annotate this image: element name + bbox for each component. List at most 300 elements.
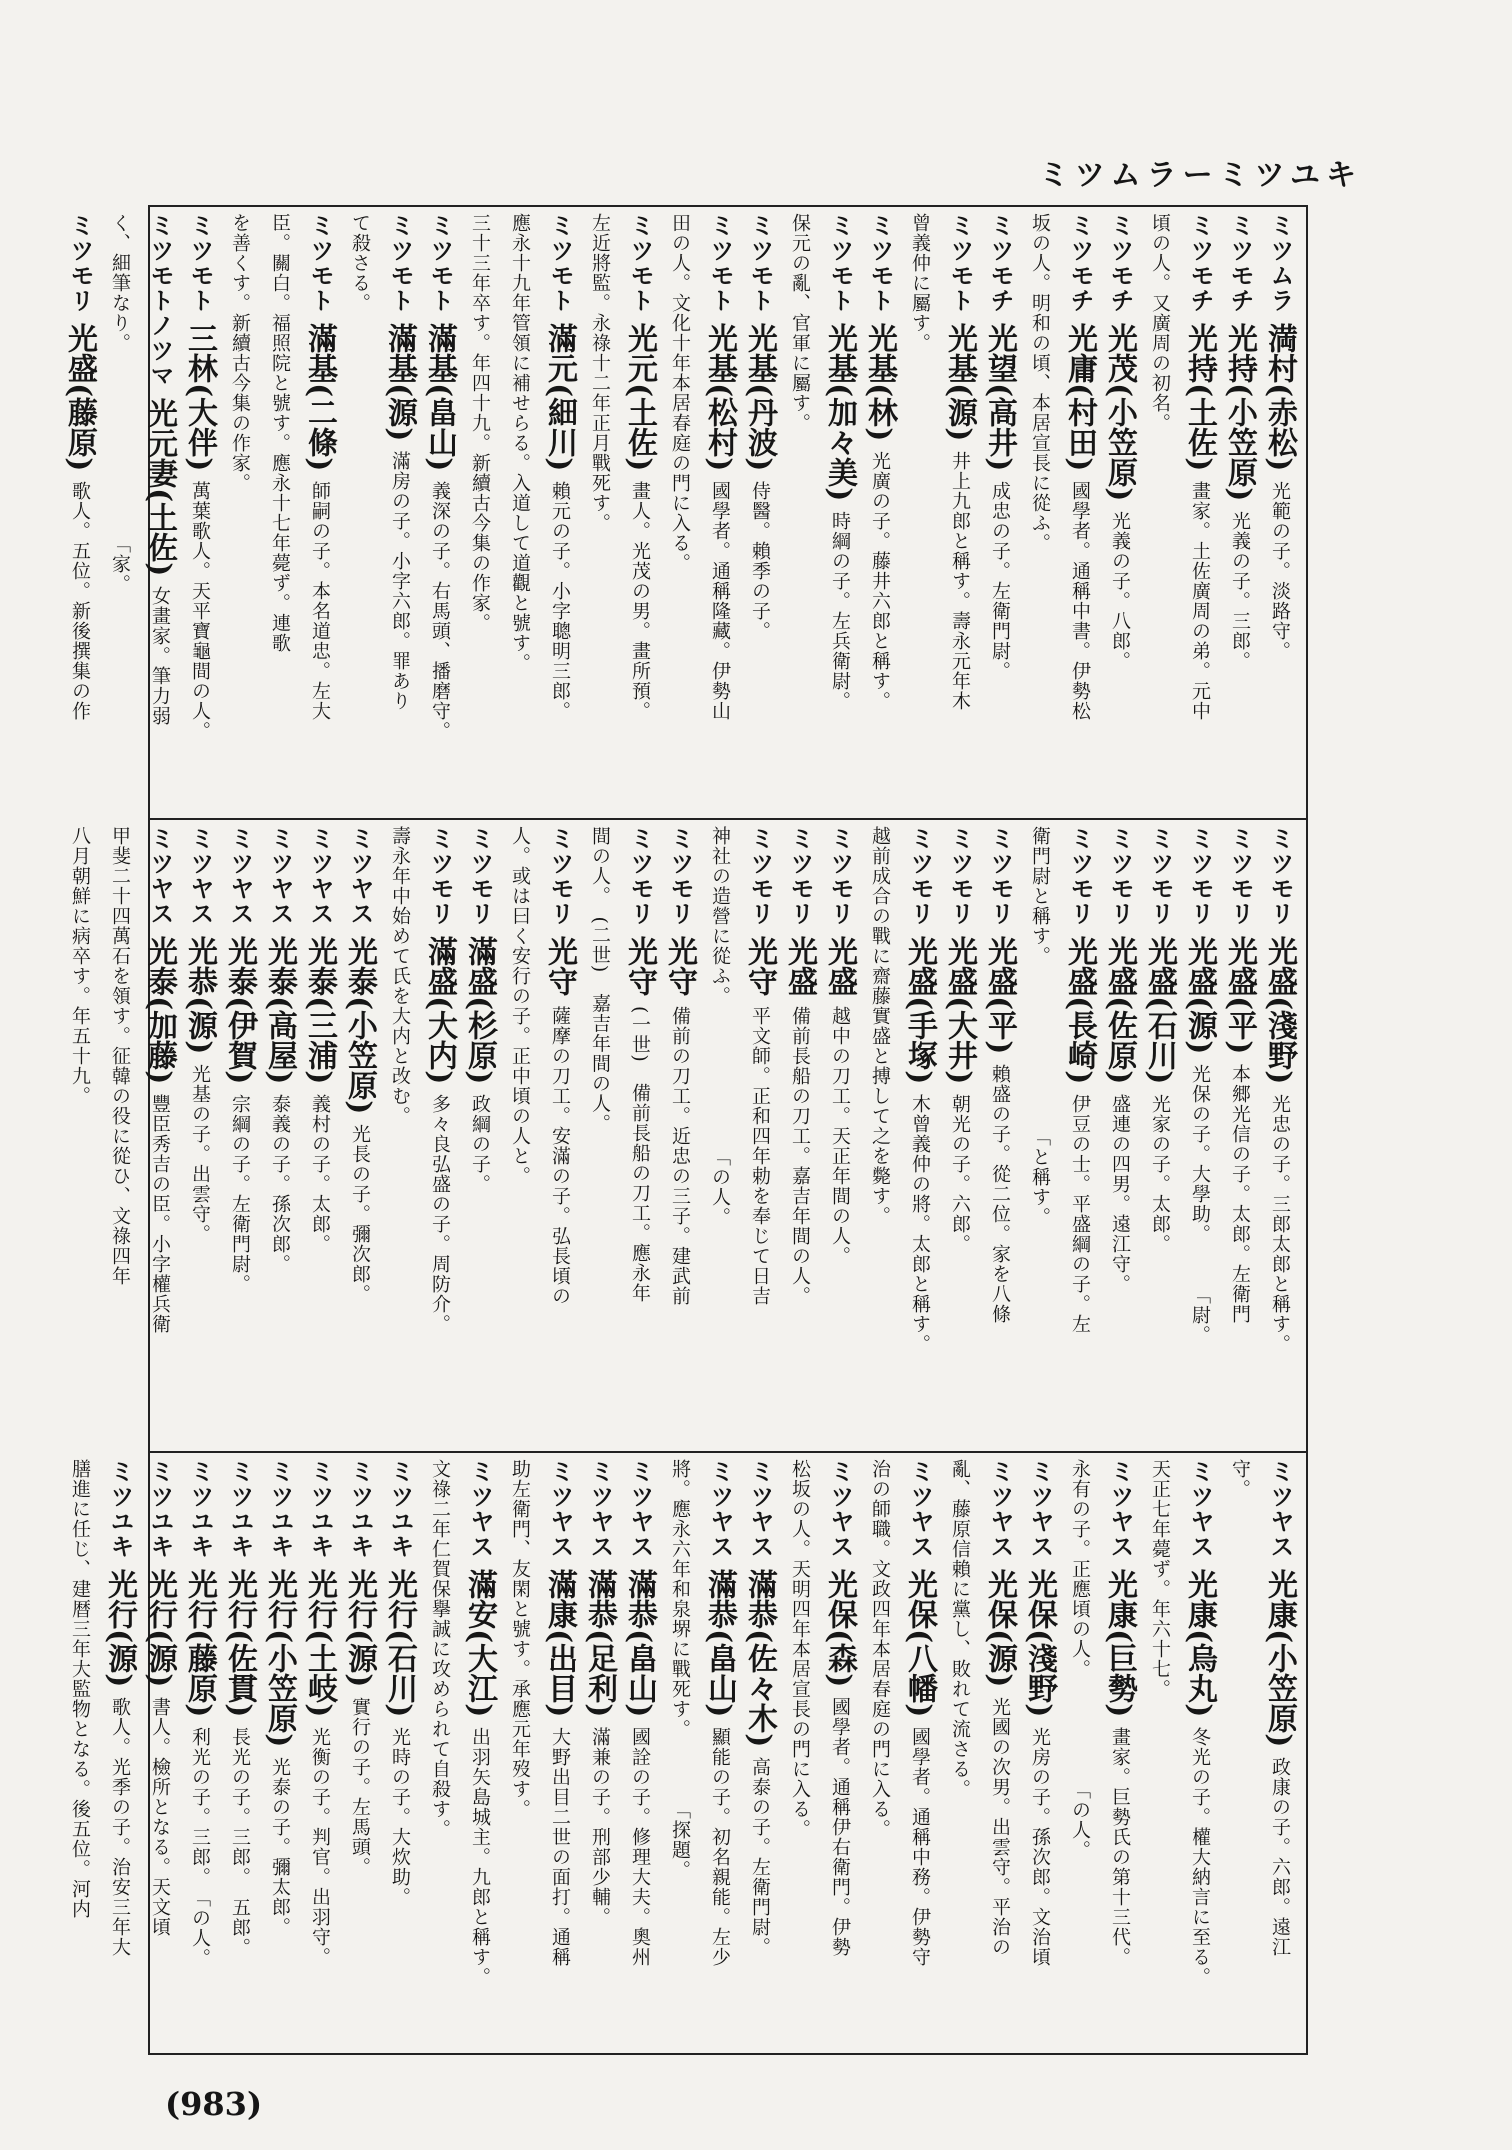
entry-headword: 光盛(石川) (1142, 936, 1177, 1085)
entry-text: 冬光の子。權大納言に至る。 (1189, 1727, 1211, 1988)
entry-headword: 光行(土岐) (302, 1569, 337, 1718)
entry-text: 宗綱の子。左衛門尉。 (229, 1094, 251, 1295)
entry-headword: 光持(小笠原) (1222, 323, 1257, 502)
dictionary-entry (1101, 1459, 1138, 2047)
entry-text: 光長の子。彌次郎。 (349, 1124, 371, 1305)
dictionary-entry (661, 826, 698, 1445)
entry-kana: ミツモリ (986, 826, 1014, 926)
entry-headword: 光元(土佐) (622, 323, 657, 472)
dictionary-entry (1141, 826, 1178, 1445)
dictionary-entry (501, 826, 538, 1445)
entry-text: 畫家。巨勢氏の第十三代。 (1109, 1727, 1131, 1968)
entry-text: 守。 (1229, 1459, 1251, 1499)
entry-headword: 光基(松村) (702, 323, 737, 472)
entry-text: 井上九郎と稱す。壽永元年木 (949, 451, 971, 712)
dictionary-entry (1261, 826, 1298, 1445)
entry-kana: ミツモチ (1106, 213, 1134, 313)
entry-kana: ミツモト (826, 213, 854, 313)
entry-headword: 光盛(佐原) (1102, 936, 1137, 1085)
entry-kana: ミツヤス (466, 1459, 494, 1559)
entry-kana: ミツヤス (906, 1459, 934, 1559)
entry-text: 萬葉歌人。天平寶龜間の人。 (189, 481, 211, 742)
dictionary-entry (1061, 1459, 1098, 2047)
entry-headword: 光基(源) (942, 323, 977, 442)
entry-headword: 光盛(長崎) (1062, 936, 1097, 1085)
entry-text: 光範の子。淡路守。 (1269, 481, 1291, 662)
dictionary-entry (1261, 213, 1298, 812)
entry-kana: ミツヤス (546, 1459, 574, 1559)
entry-text: 國學者。通稱隆藏。伊勢山 (709, 481, 731, 722)
entry-headword: 滿基(二條) (302, 323, 337, 472)
entry-text: 備前の刀工。近忠の三子。建武前 (669, 1006, 691, 1306)
entry-kana: ミツモリ (546, 826, 574, 926)
entry-headword: 光行(源) (342, 1569, 377, 1688)
dictionary-entry (701, 213, 738, 812)
entry-kana: ミツユキ (186, 1459, 214, 1559)
entry-text: 亂、藤原信賴に黨し、敗れて流さる。 (949, 1459, 971, 1799)
dictionary-entry (301, 1459, 338, 2047)
entry-kana: ミツユキ (106, 1459, 134, 1559)
entry-kana: ミツモト (386, 213, 414, 313)
entry-text: 田の人。文化十年本居春庭の門に入る。 (669, 213, 691, 573)
dictionary-entry (621, 213, 658, 812)
dictionary-entry (221, 213, 258, 812)
dictionary-entry (61, 213, 98, 812)
entry-headword: 光行(源) (102, 1569, 137, 1688)
entry-kana: ミツモト (946, 213, 974, 313)
entry-text: 八月朝鮮に病卒す。年五十九。 (69, 826, 91, 1106)
dictionary-entry (781, 826, 818, 1445)
entry-text: 歌人。五位。新後撰集の作 (69, 481, 91, 722)
entry-text: 木曾義仲の將。太郎と稱す。 (909, 1094, 931, 1355)
dictionary-entry (661, 1459, 698, 2047)
entry-text: 助左衛門、友閑と號す。承應元年歿す。 (509, 1459, 531, 1819)
dictionary-entry (1221, 1459, 1258, 2047)
entry-headword: 光元妻(土佐) (142, 398, 177, 577)
entry-text: 光義の子。三郎。 (1229, 511, 1251, 672)
entry-kana: ミツモチ (986, 213, 1014, 313)
entry-kana: ミツヤス (626, 1459, 654, 1559)
entry-text: 光家の子。太郎。 (1149, 1094, 1171, 1255)
entry-headword: 光盛(手塚) (902, 936, 937, 1085)
dictionary-entry (341, 213, 378, 812)
entry-headword: 三林(大伴) (182, 323, 217, 472)
entry-text: 備前長船の刀工。嘉吉年間の人。 (789, 1006, 811, 1306)
entry-text: 光義の子。八郎。 (1109, 511, 1131, 672)
entry-headword: 光行(源) (142, 1569, 177, 1688)
entry-text: 多々良弘盛の子。周防介。 (429, 1094, 451, 1335)
entry-kana: ミツムラ (1266, 213, 1294, 313)
entry-headword: 滿盛(大内) (422, 936, 457, 1085)
entry-headword: 光盛(大井) (942, 936, 977, 1085)
entry-kana: ミツモト (746, 213, 774, 313)
entry-headword: 光康(巨勢) (1102, 1569, 1137, 1718)
dictionary-entry (581, 1459, 618, 2047)
dictionary-entry (261, 1459, 298, 2047)
entry-text: 畫家。土佐廣周の弟。元中 (1189, 481, 1211, 722)
entry-kana: ミツモリ (626, 826, 654, 926)
dictionary-entry (1021, 1459, 1058, 2047)
dictionary-entry (741, 213, 778, 812)
dictionary-entry (981, 1459, 1018, 2047)
entry-text: 左近將監。永祿十二年正月戰死す。 (589, 213, 611, 533)
dictionary-entry (821, 826, 858, 1445)
section-middle (69, 820, 1306, 1451)
entry-kana: ミツモリ (746, 826, 774, 926)
entry-headword: 満村(赤松) (1262, 323, 1297, 472)
entry-text: 泰義の子。孫次郎。 (269, 1094, 291, 1275)
entry-headword: 光茂(小笠原) (1102, 323, 1137, 502)
dictionary-entry (541, 213, 578, 812)
entry-text: 越前成合の戰に齋藤實盛と搏して之を斃す。 (869, 826, 891, 1226)
entry-text: 大野出目二世の面打。通稱 (549, 1727, 571, 1968)
entry-text: 甲斐二十四萬石を領す。征韓の役に從ひ、文祿四年 (109, 826, 131, 1286)
dictionary-entry (941, 1459, 978, 2047)
dictionary-entry (381, 826, 418, 1445)
dictionary-entry (861, 1459, 898, 2047)
dictionary-entry (181, 1459, 218, 2047)
entry-headword: 光基(林) (862, 323, 897, 442)
entry-text: 越中の刀工。天正年間の人。 (829, 1006, 851, 1266)
entry-kana: ミツモリ (1226, 826, 1254, 926)
entry-text: 歌人。光季の子。治安三年大 (109, 1697, 131, 1958)
entry-text: 朝光の子。六郎。 (949, 1094, 971, 1255)
entry-kana: ミツモリ (1066, 826, 1094, 926)
dictionary-entry (341, 1459, 378, 2047)
dictionary-entry (941, 213, 978, 812)
dictionary-entry (101, 826, 138, 1445)
dictionary-entry (741, 1459, 778, 2047)
entry-headword: 光行(藤原) (182, 1569, 217, 1718)
dictionary-entry (61, 1459, 98, 2047)
entry-kana: ミツモチ (1226, 213, 1254, 313)
dictionary-entry (301, 826, 338, 1445)
entry-headword: 光康(烏丸) (1182, 1569, 1217, 1718)
entry-text: 曾義仲に屬す。 (909, 213, 931, 353)
entry-text: 政綱の子。 (469, 1094, 491, 1195)
dictionary-entry (461, 826, 498, 1445)
entry-kana: ミツモリ (906, 826, 934, 926)
dictionary-entry (141, 826, 178, 1445)
entry-text: 間の人。 (二世) 嘉吉年間の人。 (589, 826, 611, 1134)
entry-kana: ミツモリ (1266, 826, 1294, 926)
dictionary-entry (221, 826, 258, 1445)
entry-text: 光國の次男。出雲守。平治の (989, 1697, 1011, 1958)
entry-text: 顯能の子。初名親能。左少 (709, 1727, 731, 1968)
entry-headword: 光基(丹波) (742, 323, 777, 472)
entry-kana: ミツモリ (1106, 826, 1134, 926)
entry-kana: ミツモチ (1186, 213, 1214, 313)
entry-headword: 光盛(源) (1182, 936, 1217, 1055)
entry-kana: ミツモリ (466, 826, 494, 926)
entry-text: 光廣の子。藤井六郎と稱す。 (869, 451, 891, 712)
dictionary-entry (301, 213, 338, 812)
entry-headword: 光行(佐貫) (222, 1569, 257, 1718)
entry-kana: ミツモリ (66, 213, 94, 313)
entry-text: 光基の子。出雲守。 (189, 1064, 211, 1245)
entry-text: 薩摩の刀工。安滿の子。弘長頃の (549, 1006, 571, 1306)
entry-kana: ミツモリ (426, 826, 454, 926)
dictionary-entry (421, 826, 458, 1445)
entry-kana: ミツヤス (266, 826, 294, 926)
dictionary-entry (141, 213, 178, 812)
entry-text: 平文師。正和四年勅を奉じて日吉 (749, 1006, 771, 1306)
dictionary-entry (261, 826, 298, 1445)
entry-text: (一世) 備前長船の刀工。應永年 (629, 1006, 651, 1303)
entry-headword: 光守 (742, 936, 777, 996)
entry-text: 時綱の子。左兵衛尉。 (829, 511, 851, 712)
dictionary-entry (1021, 213, 1058, 812)
entry-text: 義村の子。太郎。 (309, 1094, 331, 1255)
entry-text: 文祿二年仁賀保擧誠に攻められて自殺す。 (429, 1459, 451, 1839)
entry-text: 頃の人。又廣周の初名。 (1149, 213, 1171, 433)
dictionary-entry (741, 826, 778, 1445)
entry-headword: 光行(石川) (382, 1569, 417, 1718)
entry-headword: 光泰(三浦) (302, 936, 337, 1085)
entry-kana: ミツモリ (786, 826, 814, 926)
entry-headword: 光盛(藤原) (62, 323, 97, 472)
entry-text: 神社の造營に從ふ。 「の人。 (709, 826, 731, 1227)
entry-kana: ミツモト (546, 213, 574, 313)
entry-text: 滿兼の子。刑部少輔。 (589, 1727, 611, 1928)
dictionary-entry (901, 826, 938, 1445)
dictionary-entry (221, 1459, 258, 2047)
dictionary-entry (861, 826, 898, 1445)
section-bottom (69, 1453, 1306, 2053)
entry-headword: 光康(小笠原) (1262, 1569, 1297, 1748)
entry-text: 書人。檢所となる。天文頃 (149, 1697, 171, 1938)
dictionary-entry (501, 1459, 538, 2047)
dictionary-entry (621, 1459, 658, 2047)
dictionary-entry (421, 213, 458, 812)
dictionary-entry (261, 213, 298, 812)
entry-text: 松坂の人。天明四年本居宣長の門に入る。 (789, 1459, 811, 1839)
entry-kana: ミツモト (186, 213, 214, 313)
entry-text: 膳進に任じ、建暦三年大監物となる。後五位。河内 (69, 1459, 91, 1919)
dictionary-entry (1181, 1459, 1218, 2047)
dictionary-entry (781, 213, 818, 812)
dictionary-entry (1101, 213, 1138, 812)
dictionary-entry (901, 213, 938, 812)
entry-text: 衛門尉と稱す。 「と稱す。 (1029, 826, 1051, 1227)
dictionary-entry (901, 1459, 938, 2047)
dictionary-entry (101, 1459, 138, 2047)
page-number: (983) (165, 2085, 263, 2123)
entry-text: 滿房の子。小字六郎。罪あり (389, 451, 411, 712)
dictionary-entry (701, 1459, 738, 2047)
entry-text: 治の師職。文政四年本居春庭の門に入る。 (869, 1459, 891, 1839)
entry-headword: 滿恭(畠山) (702, 1569, 737, 1718)
entry-kana: ミツモトノツマ (146, 213, 174, 388)
entry-text: 光衡の子。判官。出羽守。 (309, 1727, 331, 1968)
dictionary-entry (61, 826, 98, 1445)
entry-headword: 滿盛(杉原) (462, 936, 497, 1085)
entry-text: く、細筆なり。 「家。 (109, 213, 131, 594)
entry-kana: ミツモリ (666, 826, 694, 926)
entry-text: 長光の子。三郎。 五郎。 (229, 1727, 251, 1958)
entry-text: 本郷光信の子。太郎。左衛門 (1229, 1064, 1251, 1325)
entry-headword: 光守 (662, 936, 697, 996)
entry-text: 義深の子。右馬頭、播磨守。 (429, 481, 451, 742)
entry-headword: 光保(八幡) (902, 1569, 937, 1718)
entry-headword: 光守 (542, 936, 577, 996)
dictionary-entry (701, 826, 738, 1445)
entry-text: 應永十九年管領に補せらる。入道して道觀と號す。 (509, 213, 531, 673)
entry-text: を善くす。新續古今集の作家。 (229, 213, 251, 493)
entry-text: 盛連の四男。遠江守。 (1109, 1094, 1131, 1295)
dictionary-entry (1141, 1459, 1178, 2047)
entry-kana: ミツヤス (586, 1459, 614, 1559)
entry-headword: 光恭(源) (182, 936, 217, 1055)
entry-kana: ミツヤス (1186, 1459, 1214, 1559)
dictionary-entry (781, 1459, 818, 2047)
entry-kana: ミツヤス (826, 1459, 854, 1559)
entry-headword: 滿康(出目) (542, 1569, 577, 1718)
entry-text: 出羽矢島城主。九郎と稱す。 (469, 1727, 491, 1988)
entry-text: 光保の子。大學助。 「尉。 (1189, 1064, 1211, 1346)
entry-headword: 光泰(伊賀) (222, 936, 257, 1085)
entry-kana: ミツモリ (826, 826, 854, 926)
dictionary-entry (541, 1459, 578, 2047)
dictionary-entry (1221, 826, 1258, 1445)
entry-text: 實行の子。左馬頭。 (349, 1697, 371, 1878)
entry-headword: 滿基(畠山) (422, 323, 457, 472)
entry-kana: ミツヤス (346, 826, 374, 926)
entry-kana: ミツユキ (386, 1459, 414, 1559)
entry-text: 賴元の子。小字聰明三郎。 (549, 481, 571, 722)
dictionary-entry (421, 1459, 458, 2047)
entry-kana: ミツヤス (226, 826, 254, 926)
dictionary-entry (981, 213, 1018, 812)
entry-headword: 光保(森) (822, 1569, 857, 1688)
dictionary-entry (1141, 213, 1178, 812)
entry-kana: ミツモト (866, 213, 894, 313)
entry-kana: ミツヤス (306, 826, 334, 926)
entry-text: 人。或は曰く安行の子。正中頃の人と。 (509, 826, 531, 1186)
entry-text: 光泰の子。彌太郎。 (269, 1757, 291, 1938)
dictionary-entry (861, 213, 898, 812)
entry-text: 永有の子。正應頃の人。 「の人。 (1069, 1459, 1091, 1860)
entry-kana: ミツモト (626, 213, 654, 313)
dictionary-entry (581, 826, 618, 1445)
entry-text: て殺さる。 (349, 213, 371, 313)
dictionary-entry (941, 826, 978, 1445)
entry-headword: 光泰(小笠原) (342, 936, 377, 1115)
entry-text: 豐臣秀吉の臣。小字權兵衛 (149, 1094, 171, 1335)
dictionary-entry (821, 1459, 858, 2047)
entry-kana: ミツヤス (1106, 1459, 1134, 1559)
entry-headword: 光望(高井) (982, 323, 1017, 472)
entry-kana: ミツモリ (1186, 826, 1214, 926)
entry-kana: ミツユキ (306, 1459, 334, 1559)
entry-text: 將。應永六年和泉堺に戰死す。 「探題。 (669, 1459, 691, 1880)
entry-text: 成忠の子。左衛門尉。 (989, 481, 1011, 682)
entry-kana: ミツヤス (746, 1459, 774, 1559)
entry-text: 光房の子。孫次郎。文治頃 (1029, 1727, 1051, 1968)
entry-text: 侍醫。賴季の子。 (749, 481, 771, 642)
dictionary-entry (621, 826, 658, 1445)
entry-text: 坂の人。明和の頃、本居宣長に從ふ。 (1029, 213, 1051, 553)
entry-headword: 滿恭(畠山) (622, 1569, 657, 1718)
entry-kana: ミツユキ (266, 1459, 294, 1559)
section-top (62, 207, 1306, 818)
entry-kana: ミツモト (306, 213, 334, 313)
entry-text: 天正七年薨ず。年六十七。 (1149, 1459, 1171, 1699)
entry-text: 伊豆の士。平盛綱の子。左 (1069, 1094, 1091, 1335)
entry-headword: 滿基(源) (382, 323, 417, 442)
dictionary-entry (141, 1459, 178, 2047)
dictionary-entry (821, 213, 858, 812)
entry-kana: ミツモリ (946, 826, 974, 926)
entry-text: 師嗣の子。本名道忠。左大 (309, 481, 331, 722)
entry-text: 利光の子。三郎。 「の人。 (189, 1727, 211, 1969)
entry-text: 國詮の子。修理大夫。奧州 (629, 1727, 651, 1968)
dictionary-entry (541, 826, 578, 1445)
entry-headword: 光盛(平) (982, 936, 1017, 1055)
entry-text: 壽永年中始めて氏を大内と改む。 (389, 826, 411, 1126)
entry-text: 臣。關白。福照院と號す。應永十七年薨ず。連歌 (269, 213, 291, 653)
entry-kana: ミツヤス (986, 1459, 1014, 1559)
dictionary-entry (341, 826, 378, 1445)
dictionary-entry (461, 1459, 498, 2047)
entry-kana: ミツヤス (186, 826, 214, 926)
entry-kana: ミツユキ (146, 1459, 174, 1559)
dictionary-entry (381, 213, 418, 812)
entry-text: 國學者。通稱中書。伊勢松 (1069, 481, 1091, 722)
entry-text: 國學者。通稱中務。伊勢守 (909, 1727, 931, 1968)
entry-text: 三十三年卒す。年四十九。新續古今集の作家。 (469, 213, 491, 633)
entry-headword: 光保(源) (982, 1569, 1017, 1688)
dictionary-entry (661, 213, 698, 812)
entry-kana: ミツユキ (346, 1459, 374, 1559)
entry-headword: 光守 (622, 936, 657, 996)
dictionary-entry (1021, 826, 1058, 1445)
dictionary-entry (101, 213, 138, 812)
entry-headword: 光持(土佐) (1182, 323, 1217, 472)
entry-kana: ミツモト (426, 213, 454, 313)
dictionary-entry (1181, 826, 1218, 1445)
entry-kana: ミツモチ (1066, 213, 1094, 313)
dictionary-entry (1261, 1459, 1298, 2047)
entry-kana: ミツヤス (1026, 1459, 1054, 1559)
entry-headword: 光盛(淺野) (1262, 936, 1297, 1085)
entry-headword: 光盛(平) (1222, 936, 1257, 1055)
entry-headword: 滿恭(佐々木) (742, 1569, 777, 1748)
entry-text: 高泰の子。左衛門尉。 (749, 1757, 771, 1958)
running-head: ミツムラーミツユキ (1038, 158, 1362, 193)
entry-headword: 滿安(大江) (462, 1569, 497, 1718)
entry-text: 政康の子。六郎。遠江 (1269, 1757, 1291, 1958)
entry-headword: 光盛 (782, 936, 817, 996)
dictionary-entry (581, 213, 618, 812)
entry-headword: 光泰(高屋) (262, 936, 297, 1085)
entry-text: 光忠の子。三郎太郎と稱す。 (1269, 1094, 1291, 1355)
dictionary-page-frame (62, 205, 1308, 2055)
entry-headword: 滿元(細川) (542, 323, 577, 472)
dictionary-entry (461, 213, 498, 812)
dictionary-entry (1061, 826, 1098, 1445)
entry-headword: 光盛 (822, 936, 857, 996)
dictionary-entry (1061, 213, 1098, 812)
dictionary-entry (981, 826, 1018, 1445)
entry-headword: 光泰(加藤) (142, 936, 177, 1085)
entry-kana: ミツモト (706, 213, 734, 313)
entry-kana: ミツヤス (1266, 1459, 1294, 1559)
entry-headword: 光保(淺野) (1022, 1569, 1057, 1718)
entry-text: 國學者。通稱伊右衛門。伊勢 (829, 1697, 851, 1958)
dictionary-entry (1221, 213, 1258, 812)
dictionary-entry (181, 213, 218, 812)
